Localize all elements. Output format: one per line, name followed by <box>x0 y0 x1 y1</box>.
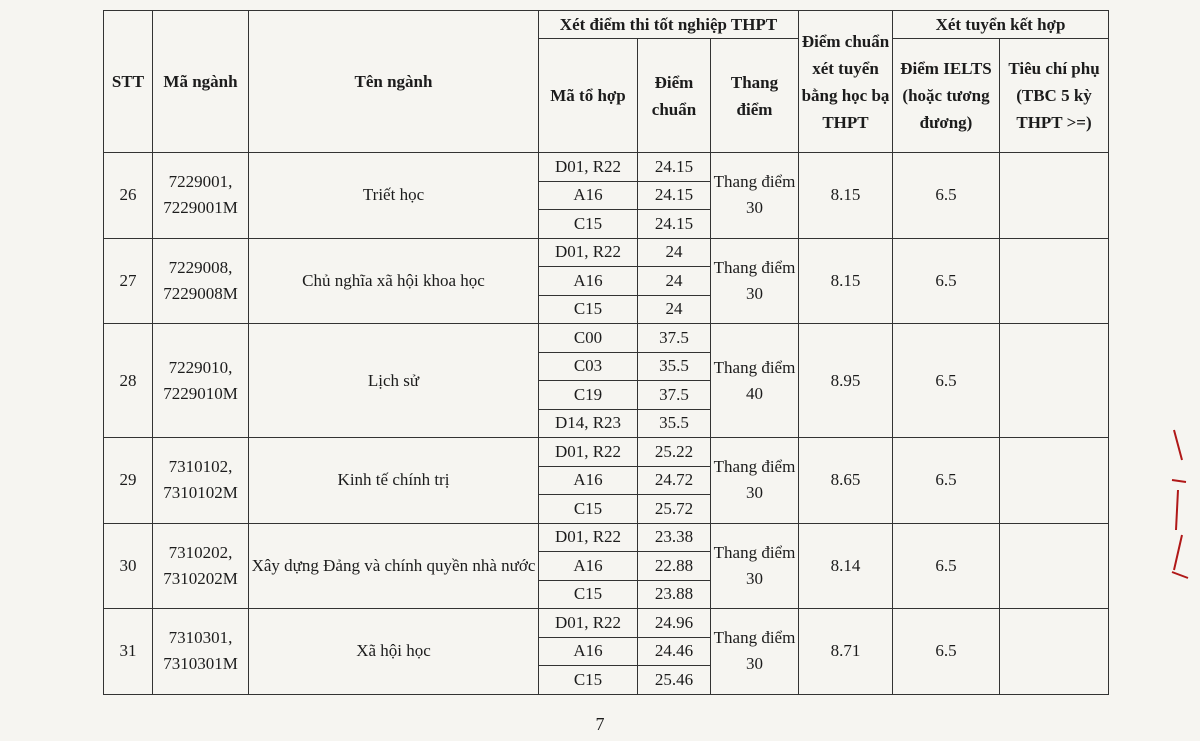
table-row <box>104 238 1109 267</box>
cell-diem-chuan: 24.15 <box>638 181 711 210</box>
cell-ten-nganh: Xây dựng Đảng và chính quyền nhà nước <box>249 523 539 609</box>
cell-diem-chuan: 23.38 <box>638 523 711 552</box>
cell-tieu-chi-phu <box>1000 324 1109 438</box>
header-xet-diem-thi: Xét điểm thi tốt nghiệp THPT <box>539 11 799 39</box>
cell-ma-to-hop: D01, R22 <box>539 438 638 467</box>
cell-diem-chuan: 24.96 <box>638 609 711 638</box>
cell-ma-to-hop: A16 <box>539 637 638 666</box>
header-thang-diem: Thang điểm <box>711 39 799 153</box>
cell-diem-hoc-ba: 8.65 <box>799 438 893 524</box>
cell-ma-nganh: 7310202, 7310202M <box>153 523 249 609</box>
cell-thang-diem: Thang điểm 30 <box>711 609 799 695</box>
cell-stt: 30 <box>104 523 153 609</box>
cell-diem-chuan: 25.22 <box>638 438 711 467</box>
cell-stt: 26 <box>104 153 153 239</box>
cell-stt: 27 <box>104 238 153 324</box>
cell-tieu-chi-phu <box>1000 438 1109 524</box>
admission-score-table <box>103 10 1109 695</box>
cell-diem-chuan: 37.5 <box>638 324 711 353</box>
cell-ma-to-hop: C03 <box>539 352 638 381</box>
cell-ma-to-hop: C15 <box>539 580 638 609</box>
cell-diem-chuan: 24.15 <box>638 210 711 239</box>
cell-ma-to-hop: C00 <box>539 324 638 353</box>
cell-diem-chuan: 23.88 <box>638 580 711 609</box>
cell-diem-chuan: 22.88 <box>638 552 711 581</box>
cell-diem-chuan: 24.15 <box>638 153 711 182</box>
page-number: 7 <box>595 714 605 734</box>
cell-diem-hoc-ba: 8.71 <box>799 609 893 695</box>
cell-ma-nganh: 7229010, 7229010M <box>153 324 249 438</box>
cell-diem-chuan: 24 <box>638 295 711 324</box>
cell-stt: 29 <box>104 438 153 524</box>
header-ten-nganh: Tên ngành <box>249 11 539 153</box>
table-row <box>104 438 1109 467</box>
cell-ten-nganh: Chủ nghĩa xã hội khoa học <box>249 238 539 324</box>
cell-ma-to-hop: C15 <box>539 495 638 524</box>
header-tieu-chi-phu: Tiêu chí phụ (TBC 5 kỳ THPT >=) <box>1000 39 1109 153</box>
cell-thang-diem: Thang điểm 30 <box>711 438 799 524</box>
cell-ma-to-hop: A16 <box>539 181 638 210</box>
cell-diem-ielts: 6.5 <box>893 153 1000 239</box>
header-ma-to-hop: Mã tổ hợp <box>539 39 638 153</box>
cell-diem-chuan: 24 <box>638 238 711 267</box>
cell-diem-hoc-ba: 8.14 <box>799 523 893 609</box>
table-body <box>104 153 1109 695</box>
cell-ma-to-hop: C15 <box>539 210 638 239</box>
cell-ma-to-hop: C15 <box>539 295 638 324</box>
header-xet-tuyen-ket-hop: Xét tuyển kết hợp <box>893 11 1109 39</box>
cell-diem-chuan: 25.46 <box>638 666 711 695</box>
cell-ma-nganh: 7310301, 7310301M <box>153 609 249 695</box>
table-row <box>104 153 1109 182</box>
cell-diem-hoc-ba: 8.95 <box>799 324 893 438</box>
cell-diem-chuan: 24.46 <box>638 637 711 666</box>
cell-diem-ielts: 6.5 <box>893 324 1000 438</box>
cell-ma-to-hop: C15 <box>539 666 638 695</box>
cell-tieu-chi-phu <box>1000 153 1109 239</box>
table-row <box>104 324 1109 353</box>
header-diem-chuan: Điểm chuẩn <box>638 39 711 153</box>
header-row-1 <box>104 11 1109 39</box>
cell-ma-to-hop: A16 <box>539 466 638 495</box>
cell-ma-to-hop: D01, R22 <box>539 609 638 638</box>
cell-ma-nganh: 7229001, 7229001M <box>153 153 249 239</box>
header-stt: STT <box>104 11 153 153</box>
cell-thang-diem: Thang điểm 40 <box>711 324 799 438</box>
cell-diem-ielts: 6.5 <box>893 523 1000 609</box>
cell-diem-ielts: 6.5 <box>893 438 1000 524</box>
cell-thang-diem: Thang điểm 30 <box>711 153 799 239</box>
cell-ma-to-hop: C19 <box>539 381 638 410</box>
cell-diem-ielts: 6.5 <box>893 609 1000 695</box>
cell-diem-chuan: 37.5 <box>638 381 711 410</box>
cell-thang-diem: Thang điểm 30 <box>711 523 799 609</box>
cell-ma-to-hop: D01, R22 <box>539 238 638 267</box>
cell-ten-nganh: Xã hội học <box>249 609 539 695</box>
cell-diem-chuan: 25.72 <box>638 495 711 524</box>
table-row <box>104 523 1109 552</box>
table-row <box>104 609 1109 638</box>
cell-ma-to-hop: D01, R22 <box>539 523 638 552</box>
cell-ten-nganh: Lịch sử <box>249 324 539 438</box>
cell-ma-to-hop: A16 <box>539 552 638 581</box>
cell-stt: 28 <box>104 324 153 438</box>
cell-diem-hoc-ba: 8.15 <box>799 238 893 324</box>
cell-stt: 31 <box>104 609 153 695</box>
cell-ma-to-hop: D01, R22 <box>539 153 638 182</box>
margin-signature-mark <box>1168 420 1192 580</box>
cell-diem-ielts: 6.5 <box>893 238 1000 324</box>
cell-ma-nganh: 7310102, 7310102M <box>153 438 249 524</box>
cell-diem-chuan: 24 <box>638 267 711 296</box>
cell-ma-nganh: 7229008, 7229008M <box>153 238 249 324</box>
cell-diem-chuan: 24.72 <box>638 466 711 495</box>
cell-tieu-chi-phu <box>1000 523 1109 609</box>
cell-ten-nganh: Kinh tế chính trị <box>249 438 539 524</box>
header-ma-nganh: Mã ngành <box>153 11 249 153</box>
cell-ma-to-hop: D14, R23 <box>539 409 638 438</box>
cell-ma-to-hop: A16 <box>539 267 638 296</box>
cell-tieu-chi-phu <box>1000 609 1109 695</box>
cell-tieu-chi-phu <box>1000 238 1109 324</box>
header-diem-ielts: Điểm IELTS (hoặc tương đương) <box>893 39 1000 153</box>
cell-diem-chuan: 35.5 <box>638 409 711 438</box>
cell-diem-chuan: 35.5 <box>638 352 711 381</box>
cell-ten-nganh: Triết học <box>249 153 539 239</box>
cell-thang-diem: Thang điểm 30 <box>711 238 799 324</box>
header-diem-chuan-hoc-ba: Điểm chuẩn xét tuyển bằng học bạ THPT <box>799 11 893 153</box>
cell-diem-hoc-ba: 8.15 <box>799 153 893 239</box>
